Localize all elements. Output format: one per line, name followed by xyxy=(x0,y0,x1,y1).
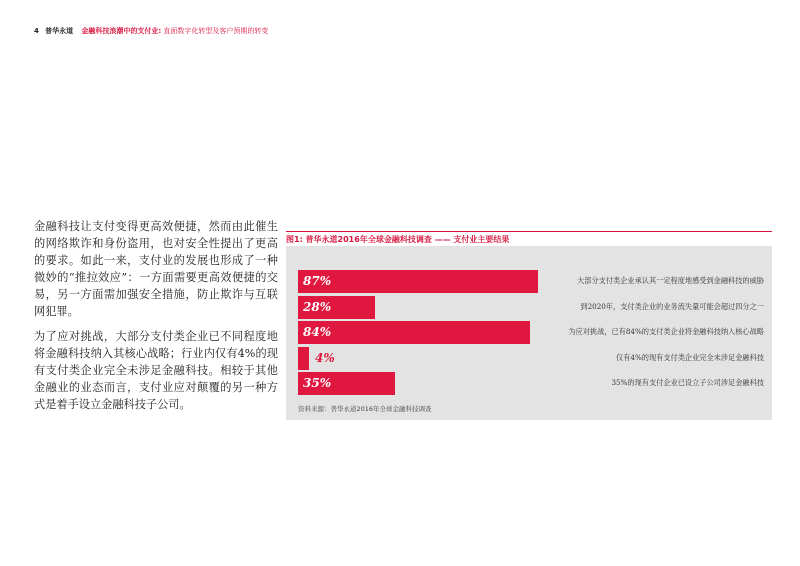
bar-category-label: 大部分支付类企业承认其一定程度地感受到金融科技的威胁 xyxy=(577,276,764,285)
bar-category-label: 到2020年，支付类企业的业务流失量可能会超过四分之一 xyxy=(580,301,764,311)
bar xyxy=(298,347,309,370)
paragraph: 为了应对挑战，大部分支付类企业已不同程度地将金融科技纳入其核心战略；行业内仅有4%的现有支付类企业完全未涉足金融科技。相较于其他金融业的业态而言，支付业应对颠覆的另一种方式是着手设立金融科技子公司。 xyxy=(34,330,278,411)
bar-row xyxy=(298,347,764,370)
bar-row xyxy=(298,270,764,293)
bar-value-label: 35% xyxy=(303,376,332,390)
bar xyxy=(298,321,530,344)
bar-category-label: 35%的现有支付企业已设立子公司涉足金融科技 xyxy=(611,378,764,387)
bar-category-label: 为应对挑战，已有84%的支付类企业将金融科技纳入核心战略 xyxy=(568,327,764,336)
bar-value-label: 84% xyxy=(303,325,332,339)
figure-panel xyxy=(286,246,772,420)
figure-title: 图1: 普华永道2016年全球金融科技调查 —— 支付业主要结果 xyxy=(286,231,772,245)
bar-value-label: 87% xyxy=(303,274,332,288)
paragraph: 金融科技让支付变得更高效便捷，然而由此催生的网络欺诈和身份盗用，也对安全性提出了更高的要求。如此一来，支付业的发展也形成了一种微妙的“推拉效应”：一方面需要更高效便捷的交易，另一方面需加强安全措施，防止欺诈与互联网犯罪。 xyxy=(34,220,278,318)
page-number: 4 xyxy=(34,27,39,35)
figure-source: 资料来源：普华永道2016年全球金融科技调查 xyxy=(298,405,432,413)
bar-row xyxy=(298,372,764,395)
bar-row xyxy=(298,296,764,319)
report-title-rest: 直面数字化转型及客户预期的转变 xyxy=(163,27,269,35)
bar xyxy=(298,270,538,293)
report-title-bold: 金融科技浪潮中的支付业: xyxy=(81,27,162,35)
bar-category-label: 仅有4%的现有支付类企业完全未涉足金融科技 xyxy=(616,352,764,362)
bar-row xyxy=(298,321,764,344)
bar-value-label: 4% xyxy=(315,350,335,365)
page-header xyxy=(34,26,268,36)
body-text xyxy=(34,218,278,421)
bar-value-label: 28% xyxy=(303,299,332,314)
brand-name: 普华永道 xyxy=(45,27,74,35)
